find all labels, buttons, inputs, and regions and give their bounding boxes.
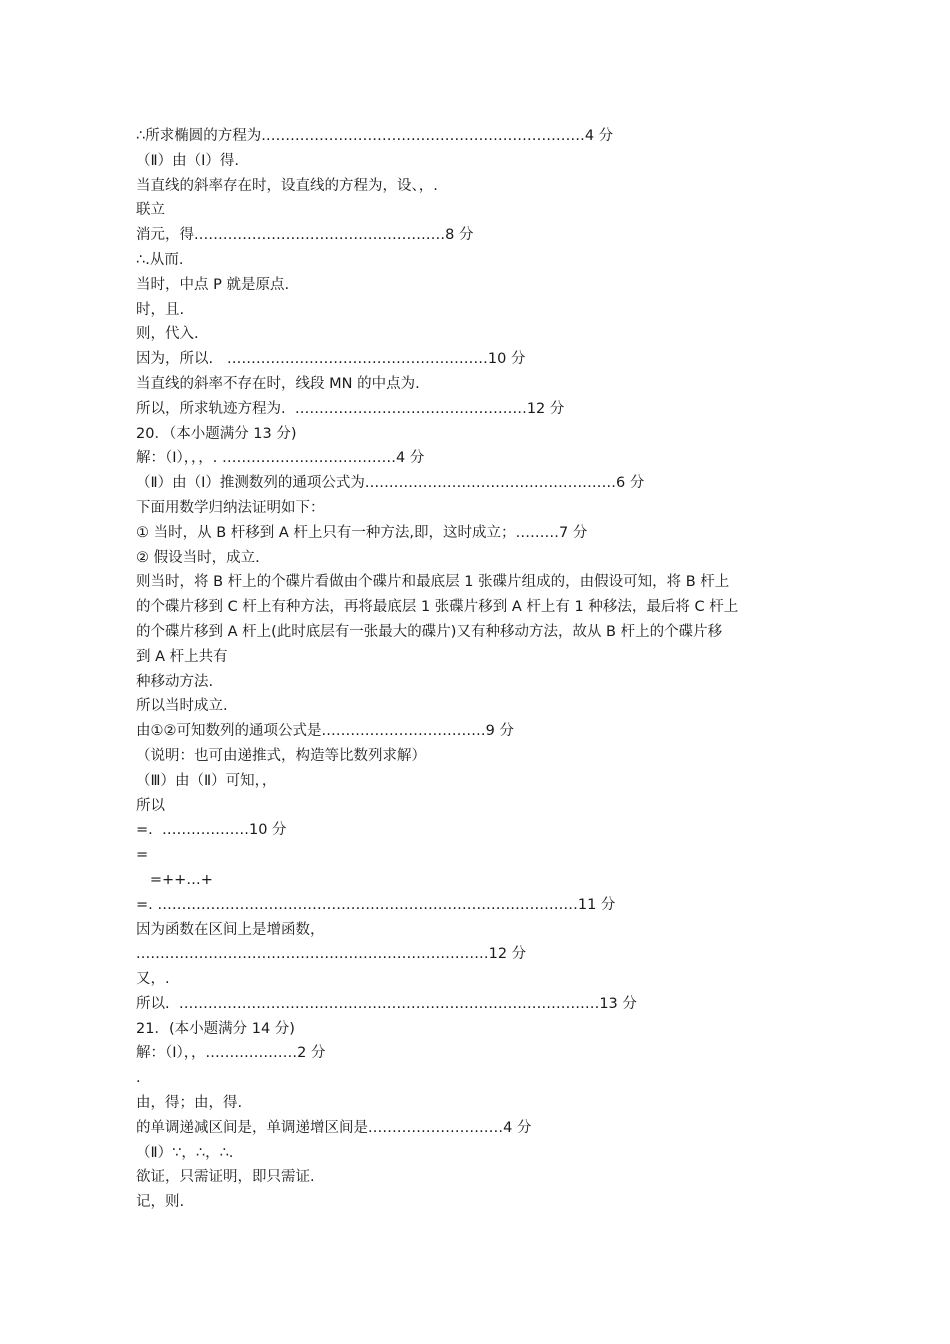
text-line: 所以当时成立.: [136, 698, 228, 715]
text-line: （Ⅱ）∵，∴，∴.: [136, 1144, 234, 1161]
text-line: 种移动方法.: [136, 673, 214, 690]
section-heading-20: 20．（本小题满分 13 分): [136, 425, 297, 442]
text-line: 由①②可知数列的通项公式是.……………………………9 分: [136, 723, 514, 740]
text-line: 由，得；由，得.: [136, 1095, 243, 1112]
text-line: 消元，得.……………………………………………8 分: [136, 227, 474, 244]
text-line: .: [136, 1070, 141, 1087]
text-line: 的个碟片移到 A 杆上(此时底层有一张最大的碟片)又有种移动方法，故从 B 杆上的个碟片移: [136, 623, 723, 640]
text-line: 记，则.: [136, 1194, 185, 1211]
text-line: 欲证，只需证明，即只需证.: [136, 1169, 315, 1186]
text-line: 的个碟片移到 C 杆上有种方法，再将最底层 1 张碟片移到 A 杆上有 1 种移法，最后将 C 杆上: [136, 599, 739, 616]
text-line: =: [136, 847, 149, 864]
text-line: 当直线的斜率不存在时，线段 MN 的中点为.: [136, 375, 420, 392]
text-line: 解：（Ⅰ），，.………………2 分: [136, 1045, 326, 1062]
text-line: ∴所求椭圆的方程为.…………………………………………………………4 分: [136, 128, 614, 144]
text-line: ∴.从而.: [136, 251, 184, 268]
text-line: 则当时，将 B 杆上的个碟片看做由个碟片和最底层 1 张碟片组成的，由假设可知，将 B 杆上: [136, 574, 730, 591]
document-page: [136, 124, 826, 1215]
text-line: =++…+: [136, 871, 213, 888]
text-line: 因为，所以. ………………………………………………10 分: [136, 351, 526, 368]
text-line: 所以. ……………………………………………………………………………13 分: [136, 995, 637, 1012]
text-line: 当直线的斜率存在时，设直线的方程为，设、，.: [136, 177, 438, 194]
text-line: 所以，所求轨迹方程为. …………………………………………12 分: [136, 400, 565, 417]
text-line: 因为函数在区间上是增函数，: [136, 921, 325, 938]
text-line: 时，且.: [136, 301, 185, 318]
text-line: 下面用数学归纳法证明如下：: [136, 499, 325, 516]
text-line: 解：（Ⅰ），，，. ………………………………4 分: [136, 450, 425, 467]
text-line: 所以: [136, 797, 165, 814]
text-line: （Ⅱ）由（Ⅰ）推测数列的通项公式为.……………………………………………6 分: [136, 475, 645, 492]
text-line: ① 当时，从 B 杆移到 A 杆上只有一种方法,即，这时成立；………7 分: [136, 524, 588, 541]
text-line: 到 A 杆上共有: [136, 648, 228, 665]
text-line: ② 假设当时，成立.: [136, 549, 260, 566]
text-line: 的单调递减区间是，单调递增区间是.………………………4 分: [136, 1119, 532, 1136]
text-line: 又，.: [136, 971, 170, 988]
text-line: .………………………………………………………………12 分: [136, 946, 527, 963]
text-line: =. ……………………………………………………………………………11 分: [136, 896, 616, 913]
text-line: （Ⅲ）由（Ⅱ）可知，，: [136, 772, 277, 789]
text-line: =. ………………10 分: [136, 822, 287, 839]
text-line: 当时，中点 P 就是原点.: [136, 276, 290, 293]
section-heading-21: 21．(本小题满分 14 分): [136, 1020, 295, 1037]
text-line: （Ⅱ）由（Ⅰ）得.: [136, 152, 240, 169]
text-line: 则，代入.: [136, 326, 199, 343]
text-line: （说明：也可由递推式，构造等比数列求解）: [136, 747, 426, 764]
text-line: 联立: [136, 202, 165, 219]
